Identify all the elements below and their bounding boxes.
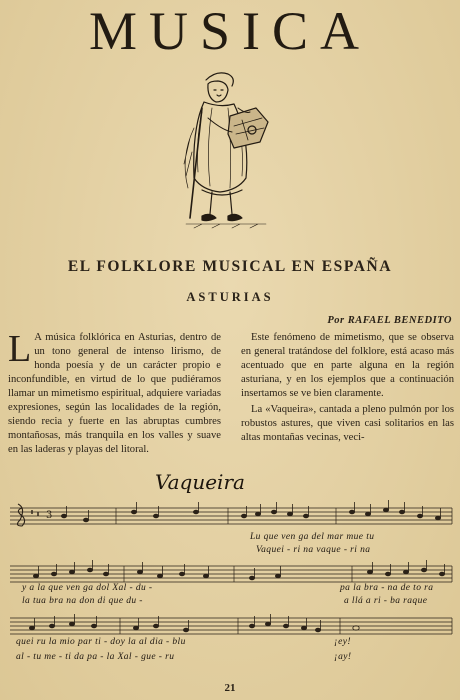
lyric-exclamation: ¡ay!: [334, 652, 352, 662]
lyric-line: quei ru la mio par ti - doy la al dia - blu: [16, 637, 186, 647]
lyric-line: Lu que ven ga del mar mue tu: [250, 532, 375, 542]
column-left-text: A música folklórica en Asturias, dentro de un tono general de intenso lirismo, de honda poesía y de un carácter propio e inconfundible, en virtud de lo que pudiéramos llamar un mimetismo espiritual, adquiere variadas expresiones, según las localidades de la región, siendo recia y fuerte en las abruptas cumbres montañosas, más tranquila en los valles y suave en las laderas y playas del litoral.: [8, 332, 221, 455]
lyric-line: a llá a ri - ba raque: [344, 596, 428, 606]
column-right-paragraph-1: Este fenómeno de mimetismo, que se observa en general tratándose del folklore, está acaso más acentuado que en parte alguna en la región asturiana, y en los ejemplos que a continuación insertamos se ve bien claramente.: [241, 332, 454, 399]
svg-text:3: 3: [46, 510, 53, 521]
lyric-exclamation: ¡ey!: [334, 637, 351, 647]
musician-illustration: [172, 68, 282, 238]
drop-cap: L: [8, 328, 32, 370]
column-right-paragraph-2: La «Vaqueira», cantada a pleno pulmón por los robustos astures, que viven casi solitarios en las altas montañas vecinas, veci-: [241, 404, 454, 443]
lyric-line: pa la bra - na de to ra: [340, 583, 434, 593]
article-byline: Por RAFAEL BENEDITO: [327, 315, 452, 326]
score-title: Vaqueira: [155, 470, 245, 494]
staff-3: [10, 618, 452, 634]
article-subtitle: EL FOLKLORE MUSICAL EN ESPAÑA: [67, 258, 393, 275]
lyric-line: Vaquei - ri na vaque - ri na: [256, 545, 371, 555]
lyric-line: al - tu me - ti da pa - la Xal - gue - ru: [16, 652, 175, 662]
page-number: 21: [224, 682, 236, 694]
lyric-line: la tua bra na don di que du -: [22, 596, 143, 606]
article-column-right: [241, 331, 454, 445]
lyric-line: y a la que ven ga dol Xal - du -: [22, 583, 153, 593]
article-region: ASTURIAS: [186, 290, 274, 304]
page-title: MUSICA: [88, 1, 372, 61]
article-column-left: [8, 328, 221, 457]
